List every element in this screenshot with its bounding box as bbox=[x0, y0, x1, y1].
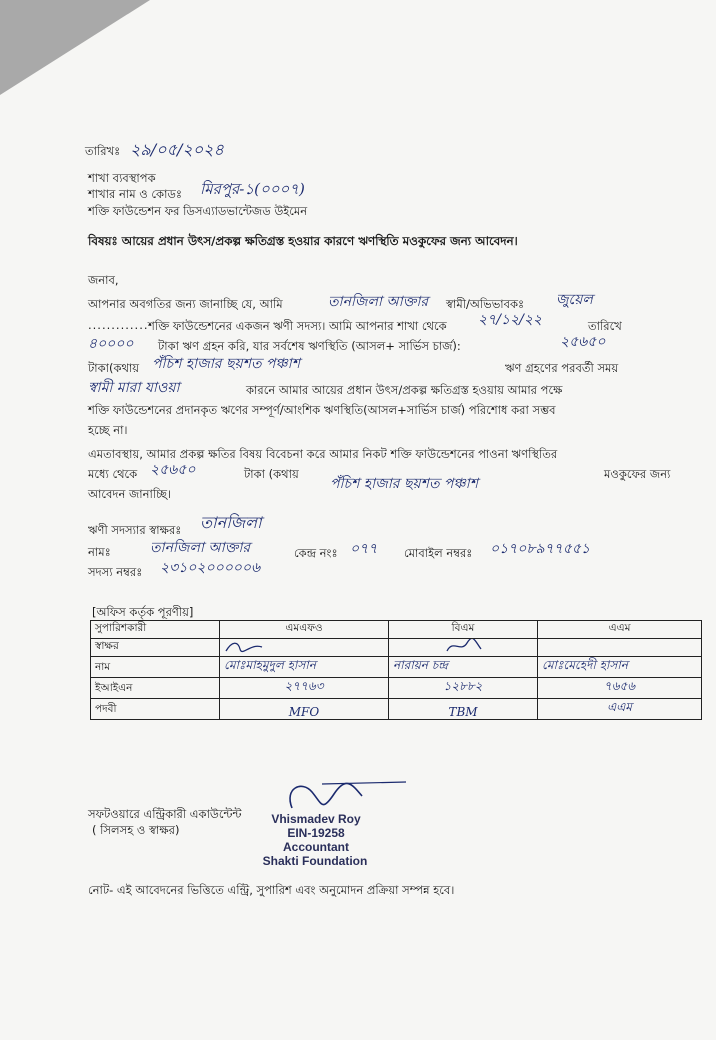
page-fold bbox=[0, 0, 150, 95]
seal-ein: EIN-19258 bbox=[287, 826, 345, 840]
table-cell: নারায়ন চন্দ্র bbox=[389, 657, 538, 678]
branch-value: মিরপুর-১(০০০৭) bbox=[200, 180, 305, 198]
table-row bbox=[91, 639, 702, 657]
para2-line2c: মওকুফের জন্য bbox=[604, 467, 671, 481]
para2-line2a: মধ্যে থেকে bbox=[88, 467, 138, 481]
para2-line1: এমতাবস্থায়, আমার প্রকল্প ক্ষতির বিষয় বিবেচনা করে আমার নিকট শক্তি ফাউন্ডেশনের পাওনা ঋণস্থিতির bbox=[88, 447, 558, 461]
para1-line5a: কারনে আমার আয়ের প্রধান উৎস/প্রকল্প ক্ষতিগ্রস্ত হওয়ায় আমার পক্ষে bbox=[246, 383, 563, 397]
table-row bbox=[91, 657, 702, 678]
loan-amount-field: ৪০০০০ bbox=[88, 336, 134, 352]
table-cell: ১২৮৮২ bbox=[389, 678, 538, 699]
member-signature: তানজিলা bbox=[200, 513, 262, 532]
member-name-value: তানজিলা আক্তার bbox=[150, 540, 251, 556]
table-header-row bbox=[91, 621, 702, 639]
accountant-seal-label: ( সিলসহ ও স্বাক্ষর) bbox=[92, 823, 180, 837]
office-use-table bbox=[90, 620, 702, 720]
table-cell: ৭৬৫৬ bbox=[538, 678, 702, 699]
balance-words-field: পঁচিশ হাজার ছয়শত পঞ্চাশ bbox=[152, 356, 300, 372]
table-cell: পদবী bbox=[91, 699, 220, 720]
mobile-label: মোবাইল নম্বরঃ bbox=[404, 546, 473, 560]
footer-note: নোট- এই আবেদনের ভিত্তিতে এন্ট্রি, সুপারিশ এবং অনুমোদন প্রক্রিয়া সম্পন্ন হবে। bbox=[88, 883, 455, 897]
table-cell: মোঃমেহেদী হাসান bbox=[538, 657, 702, 678]
balance-field: ২৫৬৫০ bbox=[560, 334, 606, 350]
bm-signature bbox=[443, 639, 483, 653]
mfo-signature bbox=[224, 639, 264, 653]
loan-date-field: ২৭/১২/২২ bbox=[478, 312, 543, 328]
para1-line1b: স্বামী/অভিভাবকঃ bbox=[446, 297, 525, 311]
signature-label: ঋণী সদস্যার স্বাক্ষরঃ bbox=[88, 523, 182, 537]
table-cell: বিএম bbox=[389, 621, 538, 639]
table-cell bbox=[389, 639, 538, 657]
addressee-line-2: শাখার নাম ও কোডঃ bbox=[88, 187, 183, 201]
para1-line2a: শক্তি ফাউন্ডেশনের একজন ঋণী সদস্য। আমি আপনার শাখা থেকে bbox=[148, 319, 447, 333]
table-cell: এমএফও bbox=[220, 621, 389, 639]
center-label: কেন্দ্র নংঃ bbox=[294, 546, 338, 560]
table-cell bbox=[538, 639, 702, 657]
table-cell: ইআইএন bbox=[91, 678, 220, 699]
table-cell: নাম bbox=[91, 657, 220, 678]
table-cell: ২৭৭৬৩ bbox=[220, 678, 389, 699]
table-cell: মোঃমাহমুদুল হাসান bbox=[220, 657, 389, 678]
table-row bbox=[91, 678, 702, 699]
para1-line2b: তারিখে bbox=[588, 319, 622, 333]
seal-designation: Accountant bbox=[283, 840, 349, 854]
seal-name: Vhismadev Roy bbox=[271, 812, 361, 826]
subject-line: বিষয়ঃ আয়ের প্রধান উৎস/প্রকল্প ক্ষতিগ্রস্ত হওয়ার কারণে ঋণস্থিতি মওকুফের জন্য আবেদন। bbox=[88, 234, 518, 248]
table-cell: এএম bbox=[538, 621, 702, 639]
member-no-value: ২৩১০২০০০০০৬ bbox=[160, 560, 261, 576]
para1-line6: শক্তি ফাউন্ডেশনের প্রদানকৃত ঋণের সম্পূর্ণ/আংশিক ঋণস্থিতি(আসল+সার্ভিস চার্জ) পরিশোধ করা সম্ভব bbox=[88, 403, 556, 417]
table-cell bbox=[220, 639, 389, 657]
para1-line7: হচ্ছে না। bbox=[88, 423, 128, 437]
accountant-label: সফটওয়ারে এন্ট্রিকারী একাউন্টেন্ট bbox=[88, 807, 242, 821]
name-label: নামঃ bbox=[88, 545, 111, 559]
table-cell: TBM bbox=[389, 699, 538, 720]
table-cell: এএম bbox=[538, 699, 702, 720]
center-value: ০৭৭ bbox=[350, 541, 378, 557]
para2-line2b: টাকা (কথায় bbox=[244, 467, 299, 481]
para1-line4a: টাকা(কথায় bbox=[88, 361, 140, 375]
waiver-words-field: পঁচিশ হাজার ছয়শত পঞ্চাশ bbox=[330, 476, 478, 492]
date-value: ২৯/০৫/২০২৪ bbox=[130, 140, 224, 159]
para1-line3a: টাকা ঋণ গ্রহন করি, যার সর্বশেষ ঋণস্থিতি (আসল+ সার্ভিস চার্জ): bbox=[158, 339, 461, 353]
table-row bbox=[91, 699, 702, 720]
table-cell: সুপারিশকারী bbox=[91, 621, 220, 639]
office-use-header: [অফিস কর্তৃক পূরণীয়] bbox=[92, 605, 194, 619]
table-cell: স্বাক্ষর bbox=[91, 639, 220, 657]
reason-field: স্বামী মারা যাওয়া bbox=[88, 380, 180, 396]
mobile-value: ০১৭০৮৯৭৭৫৫১ bbox=[490, 541, 591, 557]
salutation: জনাব, bbox=[88, 273, 119, 287]
para2-line3: আবেদন জানাচ্ছি। bbox=[88, 487, 172, 501]
guardian-field: জুয়েল bbox=[556, 292, 593, 308]
addressee-line-1: শাখা ব্যবস্থাপক bbox=[88, 171, 156, 185]
seal-organization: Shakti Foundation bbox=[262, 854, 368, 868]
para1-line1a: আপনার অবগতির জন্য জানাচ্ছি যে, আমি bbox=[88, 297, 283, 311]
applicant-name-field: তানজিলা আক্তার bbox=[328, 294, 429, 310]
date-label: তারিখঃ bbox=[85, 144, 121, 158]
para1-dots: ............. bbox=[88, 318, 149, 332]
member-no-label: সদস্য নম্বরঃ bbox=[88, 565, 143, 579]
table-cell: MFO bbox=[220, 699, 389, 720]
waiver-amount-field: ২৫৬৫০ bbox=[150, 462, 196, 478]
para1-line4b: ঋণ গ্রহণের পরবর্তী সময় bbox=[505, 361, 619, 375]
addressee-line-3: শক্তি ফাউন্ডেশন ফর ডিসএ্যাডভান্টেজড উইমেন bbox=[88, 204, 308, 218]
